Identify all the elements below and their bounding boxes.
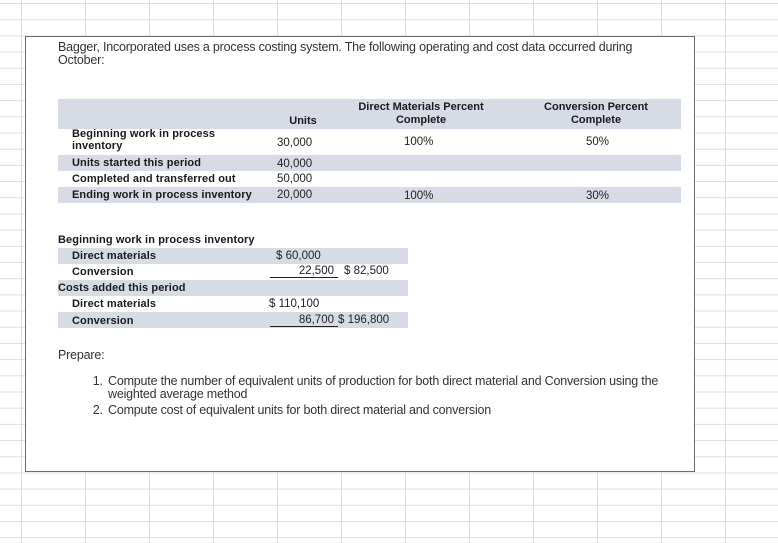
question-item: 1. Compute the number of equivalent units of production for both direct material and Conversion using the weighted average method [106, 375, 686, 401]
cost-label: Direct materials [72, 250, 157, 262]
table-row-conv: 50% [586, 136, 610, 148]
cost-amount: 22,500 [270, 265, 338, 278]
question-item: 2. Compute cost of equivalent units for both direct material and conversion [106, 404, 686, 417]
costs-added-heading: Costs added this period [58, 282, 186, 294]
table-row-conv: 30% [586, 190, 610, 202]
cost-label: Direct materials [72, 298, 157, 310]
cost-total: $ 82,500 [344, 265, 389, 277]
cost-amount: $ 60,000 [276, 250, 321, 262]
table-row-label: Units started this period [72, 157, 202, 169]
conversion-header: Conversion Percent Complete [544, 101, 648, 126]
table-row-units: 20,000 [277, 189, 313, 201]
cost-amount: 86,700 [270, 314, 338, 327]
question-list [74, 375, 686, 420]
cost-label: Conversion [72, 315, 134, 327]
beginning-wip-heading: Beginning work in process inventory [58, 234, 255, 246]
problem-sheet [25, 36, 695, 472]
table-row-units: 50,000 [277, 173, 313, 185]
prepare-label: Prepare: [58, 348, 105, 362]
cost-label: Conversion [72, 266, 134, 278]
table-row-label: Beginning work in process inventory [72, 128, 216, 152]
table-row-dm: 100% [404, 136, 434, 148]
table-row-dm: 100% [404, 190, 434, 202]
cost-amount: $ 110,100 [269, 298, 320, 310]
table-row-units: 30,000 [277, 137, 313, 149]
table-row-label: Completed and transferred out [72, 173, 236, 185]
direct-materials-header: Direct Materials Percent Complete [358, 101, 484, 126]
units-header: Units [289, 115, 317, 127]
problem-intro: Bagger, Incorporated uses a process costing system. The following operating and cost data occurred during October: [58, 40, 633, 67]
table-row-units: 40,000 [277, 158, 313, 170]
table-row-label: Ending work in process inventory [72, 189, 252, 201]
cost-total: $ 196,800 [338, 314, 390, 326]
